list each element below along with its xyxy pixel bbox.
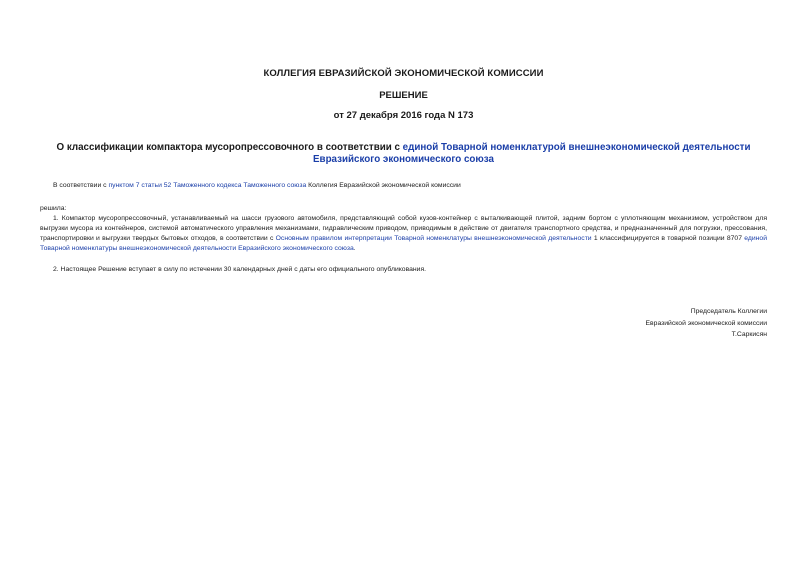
title-text: О классификации компактора мусоропрессовочного в соответствии с [56,142,403,153]
intro-text-before: В соответствии с [53,182,109,189]
intro-link-customs-code[interactable]: пунктом 7 статьи 52 Таможенного кодекса Таможенного союза [108,182,307,189]
item-1-text-2: 1 классифицируется в товарной позиции 8707 [591,235,745,242]
document-date-number: от 27 декабря 2016 года N 173 [333,110,474,121]
signature-name: Т.Саркисян [731,331,767,338]
item-1-link-interpretation-rule[interactable]: Основным правилом интерпретации Товарной номенклатуры внешнеэкономической деятельности [275,235,592,242]
signature-organization: Евразийской экономической комиссии [645,319,767,327]
document-title [50,142,757,166]
resolved-label: решила: [40,205,67,212]
title-link-tn-ved[interactable]: единой Товарной номенклатурой внешнеэкономической деятельности Евразийского экономического союза [313,142,751,165]
item-2-paragraph: 2. Настоящее Решение вступает в силу по истечении 30 календарных дней с даты его официального опубликования. [53,266,427,273]
item-1-link-tn-ved[interactable]: единой Товарной номенклатуры внешнеэкономической деятельности Евразийского экономического союза [40,235,768,252]
intro-text-after: Коллегия Евразийской экономической комиссии [306,182,461,189]
signature-block [646,306,767,341]
item-1-text-3: . [353,245,356,252]
signature-position: Председатель Коллегии [690,308,767,315]
item-1-text-1: 1. Компактор мусоропрессовочный, устанавливаемый на шасси грузового автомобиля, представляющий собой кузов-контейнер с выталкивающей плитой, задним бортом с уплотняющим механизмом, устройством для выгрузки мусора из контейнеров, системой автоматического управления механизмами, гидравлическим приводом, приводимым в действие от двигателя транспортного средства, и предназначенный для погрузки, прессования, транспортировки и выгрузки твердых бытовых отходов, в соответствии с [40,215,767,242]
organization-heading: КОЛЛЕГИЯ ЕВРАЗИЙСКОЙ ЭКОНОМИЧЕСКОЙ КОМИССИИ [263,68,544,79]
document-kind-heading: РЕШЕНИЕ [379,90,428,101]
item-1-paragraph [40,214,767,254]
intro-paragraph [40,181,767,191]
